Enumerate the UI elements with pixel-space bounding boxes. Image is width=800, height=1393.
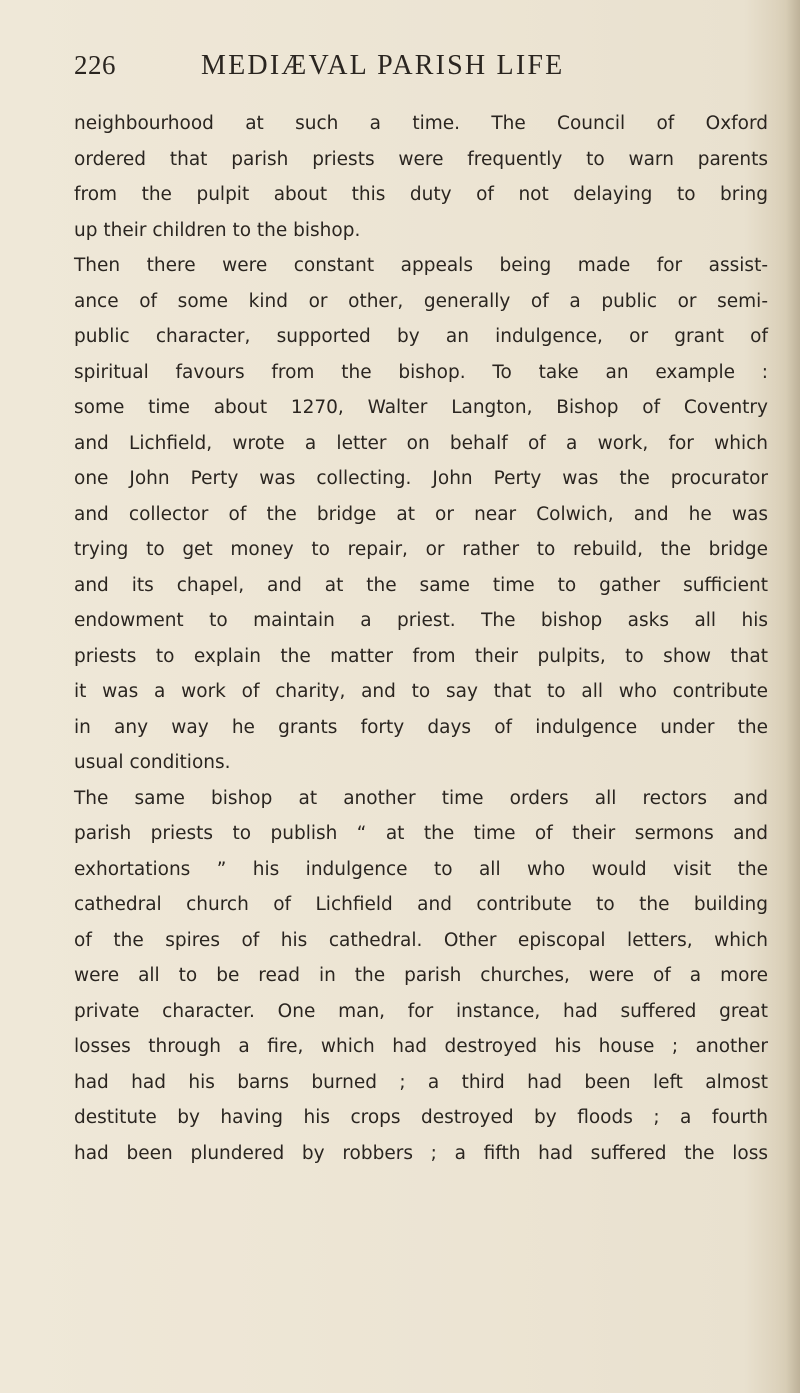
text-line: up their children to the bishop. bbox=[74, 219, 361, 241]
text-line: and Lichfield, wrote a letter on behalf of a work, for which bbox=[74, 432, 768, 454]
text-line: had been plundered by robbers ; a fifth had suffered the loss bbox=[74, 1142, 768, 1164]
text-line: trying to get money to repair, or rather to rebuild, the bridge bbox=[74, 539, 768, 560]
paragraph-1 bbox=[74, 106, 768, 248]
paragraph-3 bbox=[74, 781, 768, 1172]
text-line: spiritual favours from the bishop. To take an example : bbox=[74, 361, 768, 383]
text-line: neighbourhood at such a time. The Council of Oxford bbox=[74, 113, 768, 134]
paragraph-2 bbox=[74, 248, 768, 781]
text-line: and collector of the bridge at or near Colwich, and he was bbox=[74, 503, 768, 525]
text-line: parish priests to publish “ at the time of their sermons and bbox=[74, 823, 768, 844]
text-line: Then there were constant appeals being made for assist- bbox=[74, 255, 768, 276]
text-line: in any way he grants forty days of indulgence under the bbox=[74, 716, 768, 738]
text-line: priests to explain the matter from their pulpits, to show that bbox=[74, 645, 768, 667]
text-line: ordered that parish priests were frequently to warn parents bbox=[74, 148, 768, 170]
text-line: losses through a fire, which had destroyed his house ; another bbox=[74, 1036, 768, 1057]
text-line: public character, supported by an indulgence, or grant of bbox=[74, 326, 768, 347]
text-line: and its chapel, and at the same time to gather sufficient bbox=[74, 574, 768, 596]
page-header bbox=[74, 50, 774, 90]
text-line: from the pulpit about this duty of not delaying to bring bbox=[74, 184, 768, 205]
body-text bbox=[74, 106, 768, 1171]
text-line: ance of some kind or other, generally of a public or semi- bbox=[74, 290, 768, 312]
text-line: endowment to maintain a priest. The bishop asks all his bbox=[74, 610, 768, 631]
text-line: were all to be read in the parish churches, were of a more bbox=[74, 965, 768, 986]
text-line: usual conditions. bbox=[74, 752, 231, 773]
page-number: 226 bbox=[74, 50, 116, 80]
running-head: MEDIÆVAL PARISH LIFE bbox=[201, 50, 565, 81]
text-line: it was a work of charity, and to say that to all who contribute bbox=[74, 681, 768, 702]
text-line: The same bishop at another time orders all rectors and bbox=[74, 787, 768, 809]
text-line: cathedral church of Lichfield and contribute to the building bbox=[74, 894, 768, 915]
text-line: some time about 1270, Walter Langton, Bishop of Coventry bbox=[74, 397, 768, 418]
text-line: of the spires of his cathedral. Other episcopal letters, which bbox=[74, 929, 768, 951]
text-line: exhortations ” his indulgence to all who would visit the bbox=[74, 858, 768, 880]
page-edge-shadow bbox=[786, 0, 800, 1393]
text-line: had had his barns burned ; a third had been left almost bbox=[74, 1071, 768, 1093]
text-line: destitute by having his crops destroyed by floods ; a fourth bbox=[74, 1107, 768, 1128]
text-line: one John Perty was collecting. John Perty was the procurator bbox=[74, 468, 768, 489]
text-line: private character. One man, for instance, had suffered great bbox=[74, 1000, 768, 1022]
